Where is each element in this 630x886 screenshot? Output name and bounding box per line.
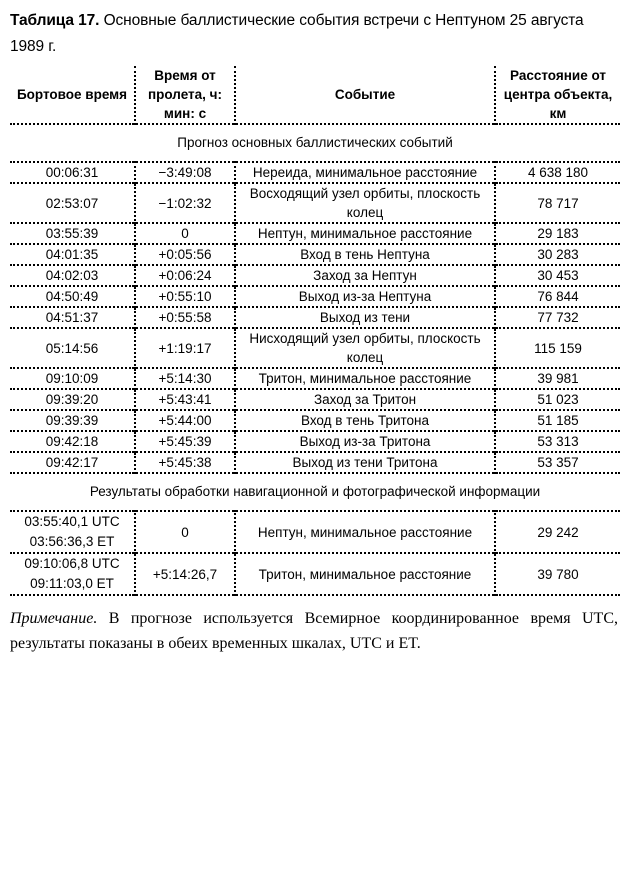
cell-event: Тритон, минимальное расстояние (235, 553, 495, 595)
cell-onboard-time: 04:50:49 (45, 289, 99, 304)
footnote-text: В прогнозе используется Всемирное координированное время UTC, результаты показаны в обеих временных шкалах, UTC и ET. (10, 610, 618, 652)
section-heading-row (10, 473, 620, 511)
cell-onboard-time: 00:06:31 (45, 165, 99, 180)
table-row (10, 452, 620, 473)
table-row (10, 162, 620, 183)
cell-time-from-flyby: +5:44:00 (135, 410, 235, 431)
cell-time-from-flyby: +5:14:30 (135, 368, 235, 389)
section-heading-label: Прогноз основных баллистических событий (177, 135, 453, 150)
table-row (10, 328, 620, 368)
cell-distance: 51 023 (495, 389, 620, 410)
cell-onboard-time: 05:14:56 (45, 340, 99, 356)
cell-event: Выход из-за Нептуна (235, 286, 495, 307)
caption-label: Таблица 17. (10, 12, 100, 29)
table-row (10, 553, 620, 595)
table-row (10, 368, 620, 389)
cell-onboard-time (10, 553, 135, 595)
cell-distance: 76 844 (495, 286, 620, 307)
cell-onboard-time: 04:02:03 (45, 268, 99, 283)
cell-onboard-time: 03:55:39 (45, 226, 99, 241)
onboard-time-et: 09:11:03,0 ET (30, 576, 114, 591)
cell-time-from-flyby: +0:05:56 (135, 244, 235, 265)
cell-onboard-time: 09:42:18 (45, 434, 99, 449)
cell-event: Выход из-за Тритона (235, 431, 495, 452)
cell-distance: 53 357 (495, 452, 620, 473)
cell-distance: 4 638 180 (495, 162, 620, 183)
section-heading-row (10, 124, 620, 162)
onboard-time-utc: 03:55:40,1 UTC (24, 514, 120, 529)
cell-distance: 29 183 (495, 223, 620, 244)
cell-event: Нереида, минимальное расстояние (235, 162, 495, 183)
table-row (10, 511, 620, 553)
onboard-time-et: 03:56:36,3 ET (29, 534, 115, 549)
cell-event: Нептун, минимальное расстояние (235, 511, 495, 553)
cell-time-from-flyby: +0:06:24 (135, 265, 235, 286)
column-header-event: Событие (235, 66, 495, 124)
cell-event: Заход за Нептун (235, 265, 495, 286)
cell-event: Нептун, минимальное расстояние (235, 223, 495, 244)
table-row (10, 223, 620, 244)
onboard-time-utc: 09:10:06,8 UTC (24, 556, 120, 571)
cell-event: Заход за Тритон (235, 389, 495, 410)
cell-distance: 77 732 (495, 307, 620, 328)
cell-event: Вход в тень Тритона (235, 410, 495, 431)
cell-onboard-time: 04:51:37 (45, 310, 99, 325)
cell-event: Вход в тень Нептуна (235, 244, 495, 265)
table-row (10, 307, 620, 328)
column-header-distance: Расстояние от центра объекта, км (495, 66, 620, 124)
cell-onboard-time: 09:10:09 (45, 371, 99, 386)
cell-time-from-flyby: −3:49:08 (135, 162, 235, 183)
cell-distance: 39 780 (495, 553, 620, 595)
cell-time-from-flyby: +5:14:26,7 (135, 553, 235, 595)
cell-onboard-time: 09:39:20 (45, 392, 99, 407)
cell-distance: 115 159 (495, 328, 620, 368)
cell-event: Выход из тени (235, 307, 495, 328)
cell-event: Выход из тени Тритона (235, 452, 495, 473)
cell-distance: 39 981 (495, 368, 620, 389)
table-row (10, 244, 620, 265)
cell-time-from-flyby: 0 (135, 511, 235, 553)
table-row (10, 183, 620, 223)
cell-distance: 51 185 (495, 410, 620, 431)
cell-distance: 29 242 (495, 511, 620, 553)
table-caption (10, 0, 620, 60)
cell-distance: 30 283 (495, 244, 620, 265)
header-row (10, 66, 620, 124)
table-header (10, 66, 620, 124)
section-heading-label: Результаты обработки навигационной и фотографической информации (89, 484, 541, 499)
ballistic-events-table (10, 66, 620, 596)
cell-onboard-time: 09:39:39 (45, 413, 99, 428)
cell-time-from-flyby: +5:45:38 (135, 452, 235, 473)
footnote-label: Примечание. (10, 610, 98, 627)
table-row (10, 265, 620, 286)
cell-time-from-flyby: −1:02:32 (135, 183, 235, 223)
cell-distance: 53 313 (495, 431, 620, 452)
table-row (10, 410, 620, 431)
cell-time-from-flyby: +5:45:39 (135, 431, 235, 452)
caption-text: Основные баллистические события встречи с Нептуном 25 августа 1989 г. (10, 12, 584, 55)
cell-time-from-flyby: +5:43:41 (135, 389, 235, 410)
table-body (10, 124, 620, 595)
table-row (10, 389, 620, 410)
cell-event: Нисходящий узел орбиты, плоскость колец (235, 328, 495, 368)
cell-distance: 78 717 (495, 183, 620, 223)
cell-event: Тритон, минимальное расстояние (235, 368, 495, 389)
column-header-time-from-flyby: Время от пролета, ч: мин: с (135, 66, 235, 124)
table-row (10, 431, 620, 452)
cell-onboard-time: 09:42:17 (45, 455, 99, 470)
cell-time-from-flyby: +1:19:17 (135, 328, 235, 368)
cell-event: Восходящий узел орбиты, плоскость колец (235, 183, 495, 223)
cell-onboard-time: 02:53:07 (45, 195, 99, 211)
cell-time-from-flyby: 0 (135, 223, 235, 244)
cell-onboard-time (10, 511, 135, 553)
cell-time-from-flyby: +0:55:58 (135, 307, 235, 328)
column-header-onboard-time: Бортовое время (16, 87, 128, 102)
table-row (10, 286, 620, 307)
cell-onboard-time: 04:01:35 (45, 247, 99, 262)
cell-distance: 30 453 (495, 265, 620, 286)
table-footnote (10, 606, 620, 656)
cell-time-from-flyby: +0:55:10 (135, 286, 235, 307)
